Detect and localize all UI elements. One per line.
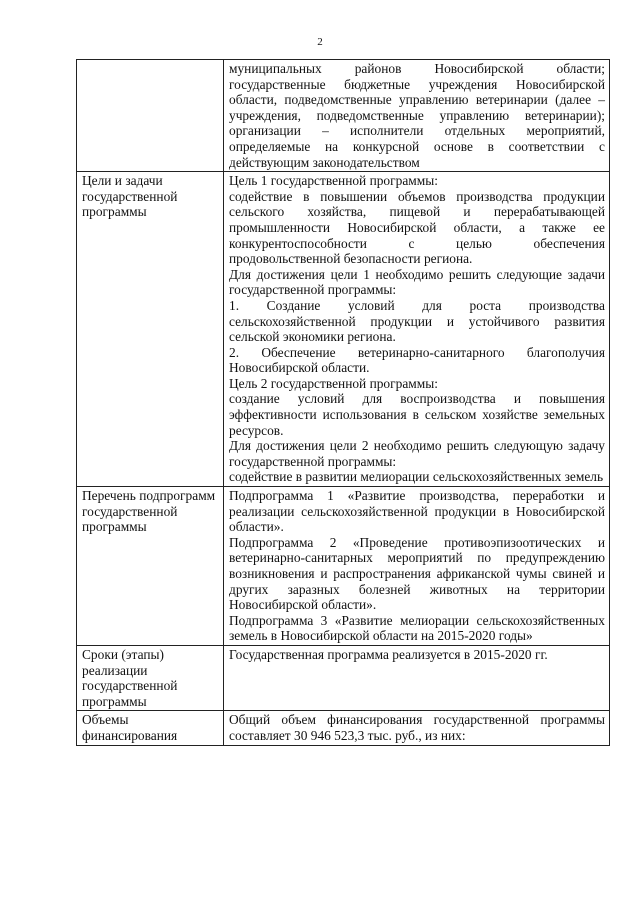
table-row <box>77 711 610 745</box>
paragraph: Цель 2 государственной программы: <box>229 375 438 391</box>
paragraph: 2. Обеспечение ветеринарно-санитарного благополучия Новосибирской области. <box>229 344 605 376</box>
paragraph: создание условий для воспроизводства и повышения эффективности использования в сельском хозяйстве земельных ресурсов. <box>229 391 605 438</box>
paragraph: содействие в развитии мелиорации сельскохозяйственных земель <box>229 469 604 485</box>
page-number: 2 <box>317 36 323 48</box>
paragraph: Подпрограмма 2 «Проведение противоэпизоотических и ветеринарно-санитарных мероприятий по предупреждению возникновения и распространения африканской чумы свиней и других заразных болезней животных на территории Новосибирской области». <box>229 534 605 613</box>
paragraph: 1. Создание условий для роста производства сельскохозяйственной продукции и устойчивого развития сельской экономики региона. <box>229 297 605 345</box>
row-value <box>224 487 610 646</box>
passport-table <box>76 59 610 746</box>
row-label: Перечень подпрограмм государственной программы <box>77 487 224 646</box>
paragraph: Общий объем финансирования государственной программы составляет 30 946 523,3 тыс. руб., из них: <box>229 712 605 743</box>
table-row <box>77 487 610 646</box>
table-row <box>77 172 610 487</box>
row-label: Объемы финансирования <box>77 711 224 745</box>
row-value <box>224 172 610 487</box>
paragraph: Подпрограмма 1 «Развитие производства, переработки и реализации сельскохозяйственной продукции в Новосибирской области». <box>229 488 605 535</box>
paragraph: Для достижения цели 1 необходимо решить следующие задачи государственной программы: <box>229 266 605 298</box>
row-label: Сроки (этапы) реализации государственной программы <box>77 645 224 710</box>
row-value <box>224 60 610 172</box>
row-label: Цели и задачи государственной программы <box>77 172 224 487</box>
row-label <box>77 60 224 172</box>
paragraph: Подпрограмма 3 «Развитие мелиорации сельскохозяйственных земель в Новосибирской области на 2015-2020 годы» <box>229 612 605 644</box>
paragraph: Для достижения цели 2 необходимо решить следующую задачу государственной программы: <box>229 438 605 469</box>
table-row <box>77 60 610 172</box>
table-row <box>77 645 610 710</box>
row-value <box>224 645 610 710</box>
paragraph: Цель 1 государственной программы: <box>229 173 438 189</box>
paragraph: Государственная программа реализуется в 2015-2020 гг. <box>229 646 548 662</box>
paragraph: содействие в повышении объемов производства продукции сельского хозяйства, пищевой и перерабатывающей промышленности Новосибирской области, а также ее конкурентоспособности с целью обеспечения продовольственной безопасности региона. <box>229 188 605 267</box>
paragraph: муниципальных районов Новосибирской области; государственные бюджетные учреждения Новосибирской области, подведомственные управлению ветеринарии (далее – учреждения, подведомственные управлению ветеринарии); организации – исполнители отдельных мероприятий, определяемые на конкурсной основе в соответствии с действующим законодательством <box>229 61 605 170</box>
row-value <box>224 711 610 745</box>
